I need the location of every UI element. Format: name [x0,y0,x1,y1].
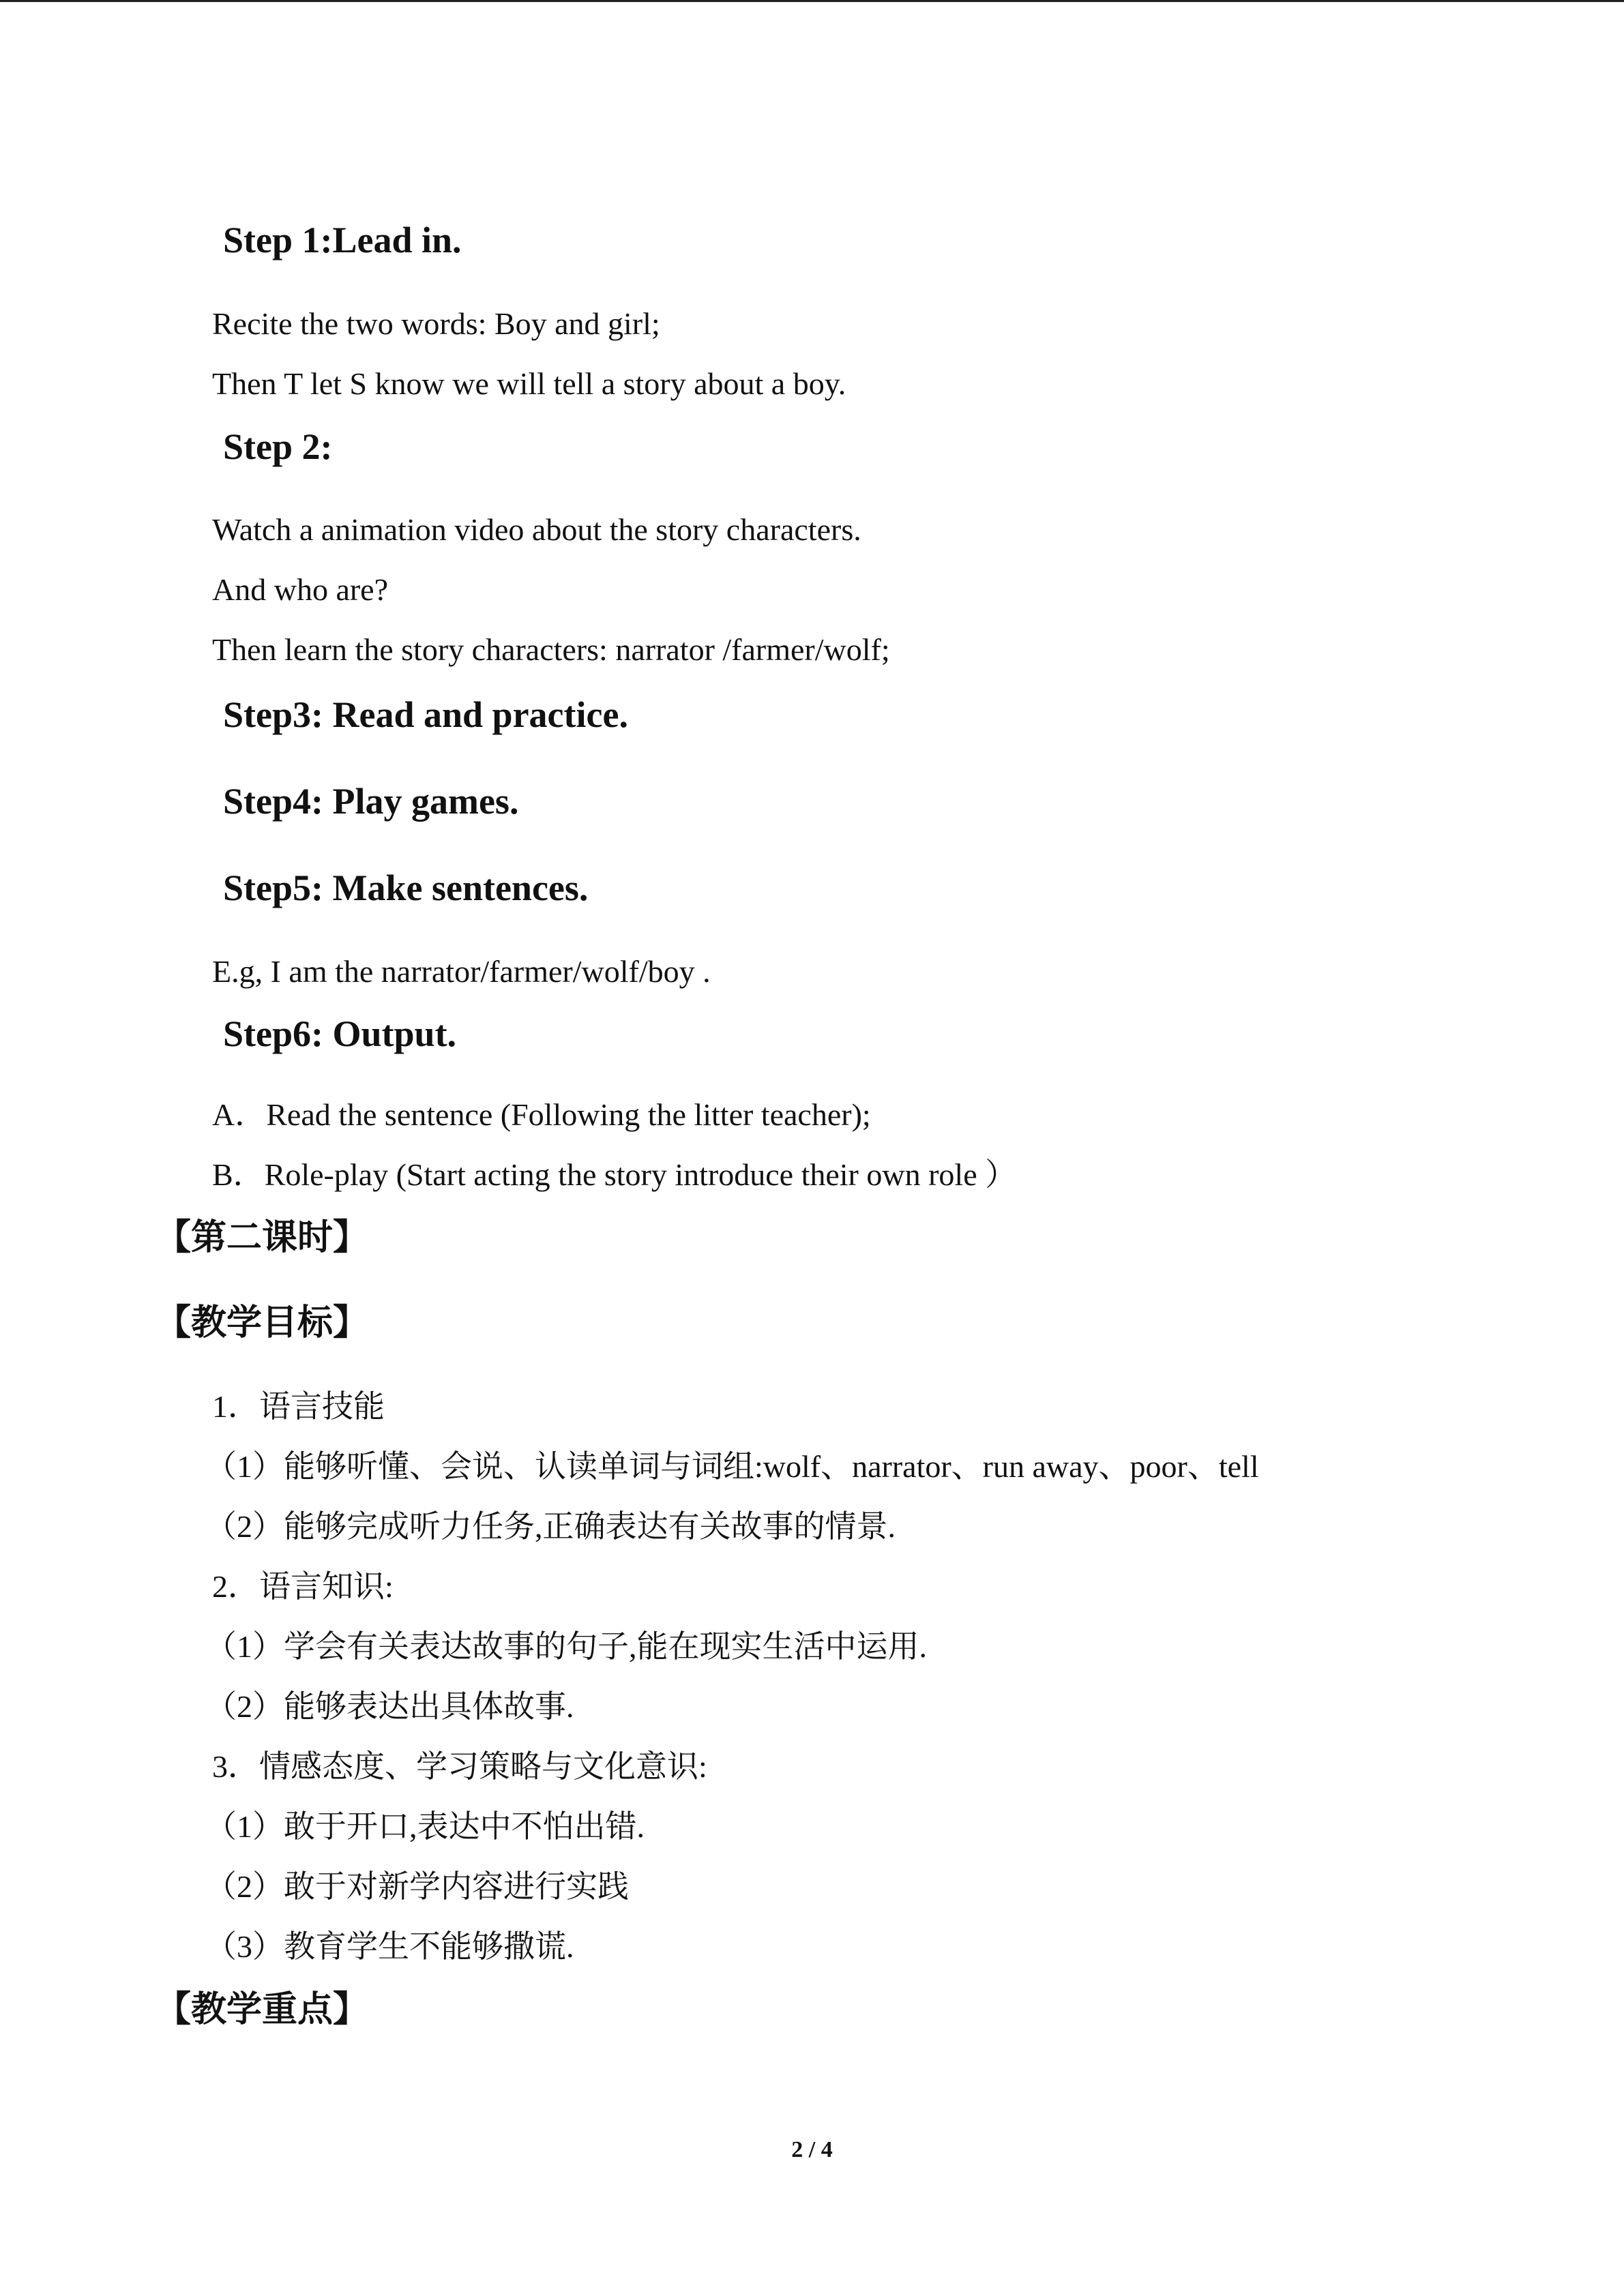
goal-2-item-2: （2）能够表达出具体故事. [205,1689,574,1724]
step1-line-1: Recite the two words: Boy and girl; [212,306,660,341]
goal-3-item-1: （1）敢于开口,表达中不怕出错. [205,1809,645,1844]
goal-3-item-3: （3）教育学生不能够撒谎. [205,1929,574,1964]
step1-line-2: Then T let S know we will tell a story about a boy. [212,366,846,401]
goal-3-title: 3．情感态度、学习策略与文化意识: [212,1749,707,1784]
step1-heading: Step 1:Lead in. [223,220,462,260]
goal-2-title: 2．语言知识: [212,1569,394,1604]
step3-heading: Step3: Read and practice. [223,694,628,735]
teaching-goals-heading: 【教学目标】 [156,1304,369,1343]
goal-2-item-1: （1）学会有关表达故事的句子,能在现实生活中运用. [205,1629,927,1664]
step6-line-1: A．Read the sentence (Following the litter teacher); [212,1097,871,1132]
goal-1-title: 1．语言技能 [212,1389,385,1424]
step5-line-1: E.g, I am the narrator/farmer/wolf/boy . [212,954,711,989]
goal-3-item-2: （2）敢于对新学内容进行实践 [205,1869,629,1904]
goal-1-item-2: （2）能够完成听力任务,正确表达有关故事的情景. [205,1509,896,1544]
lesson-two-heading: 【第二课时】 [156,1219,369,1257]
step2-line-1: Watch a animation video about the story characters. [212,512,861,547]
goal-1-item-1: （1）能够听懂、会说、认读单词与词组:wolf、narrator、run away、poor、tell [205,1449,1259,1484]
step2-heading: Step 2: [223,426,333,467]
step2-line-2: And who are? [212,572,389,607]
step2-line-3: Then learn the story characters: narrator /farmer/wolf; [212,632,890,667]
step5-heading: Step5: Make sentences. [223,867,589,908]
step6-heading: Step6: Output. [223,1013,457,1054]
page-number: 2 / 4 [791,2137,833,2162]
key-points-heading: 【教学重点】 [156,1991,369,2029]
step6-line-2: B．Role-play (Start acting the story introduce their own role ） [212,1157,1017,1192]
step4-heading: Step4: Play games. [223,781,519,822]
page-top-border [0,0,1624,2]
